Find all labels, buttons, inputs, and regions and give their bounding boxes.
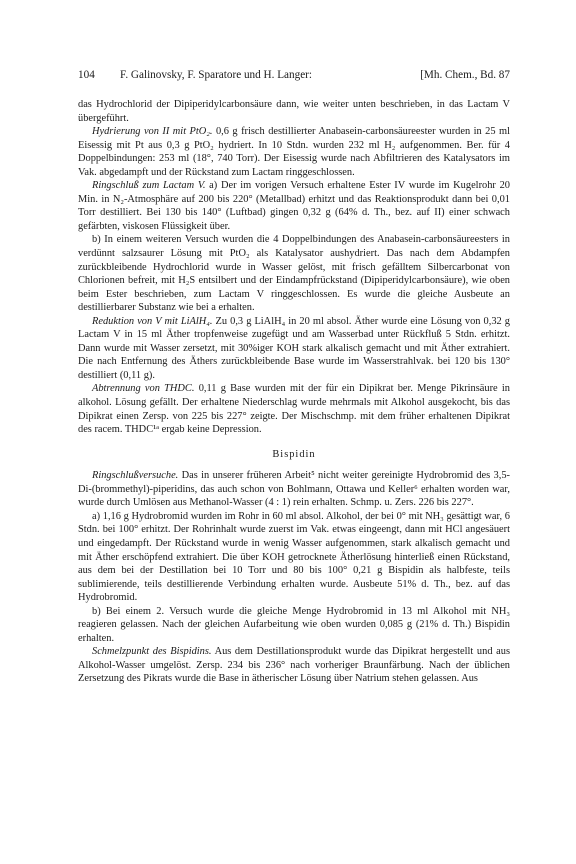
- run-in-heading: Reduktion von V mit LiAlH₄.: [92, 315, 213, 327]
- section-heading: Bispidin: [272, 448, 316, 460]
- paragraph-versuch-b: b) Bei einem 2. Versuch wurde die gleiche Menge Hydrobromid in 13 ml Alkohol mit NH₃ reagieren gelassen. Nach der gleichen Aufarbeitung wie oben wurden 0,085 g (21% d. Th.) Bispidin erhalten.: [78, 605, 510, 644]
- running-title: F. Galinovsky, F. Sparatore und H. Langer:: [120, 69, 312, 81]
- journal-reference: [Mh. Chem., Bd. 87: [420, 69, 510, 81]
- run-in-heading: Schmelzpunkt des Bispidins.: [92, 646, 212, 658]
- article-body: [78, 98, 510, 686]
- page-number: 104: [78, 69, 95, 81]
- paragraph-1: das Hydrochlorid der Dipiperidylcarbonsäure dann, wie weiter unten beschrieben, in das Lactam V übergeführt.: [78, 99, 510, 124]
- paragraph-reduktion: Reduktion von V mit LiAlH₄. Zu 0,3 g LiAlH₄ in 20 ml absol. Äther wurde eine Lösung von 0,32 g Lactam V in 15 ml Äther tropfenweise zugefügt und am Wasserbad unter Rückfluß 5 Stdn. erhitzt. Dann wurde mit Wasser zersetzt, mit 30%iger KOH stark alkalisch gemacht und mit Äther extrahiert. Die nach Entfernung des Äthers zurückbleibende Base wurde im Wasserstrahlvak. bei 120 bis 130° destilliert (0,11 g).: [78, 315, 510, 381]
- paragraph-versuch-a: a) 1,16 g Hydrobromid wurden im Rohr in 60 ml absol. Alkohol, der bei 0° mit NH₃ gesättigt war, 6 Stdn. bei 100° erhitzt. Der Rohrinhalt wurde zuerst im Vak. etwas eingeengt, dann mit HCl angesäuert und eingedampft. Der Rückstand wurde in wenig Wasser aufgenommen, stark alkalisch gemacht und mit Äther erschöpfend extrahiert. Die über KOH getrocknete Ätherlösung hinterließ einen Rückstand, aus dem bei der Destillation bei 10 Torr und 80 bis 100° 0,21 g Bispidin als halbfeste, teils sublimierende, teils destillierende Verbindung erhalten wurde. Ausbeute 51% d. Th., bez. auf das Hydrobromid.: [78, 510, 510, 604]
- paragraph-schmelzpunkt: Schmelzpunkt des Bispidins. Aus dem Destillationsprodukt wurde das Dipikrat hergestellt und aus Alkohol-Wasser umgelöst. Zersp. 234 bis 236° nach vorheriger Braunfärbung. Nach der üblichen Zersetzung des Pikrats wurde die Base in ätherischer Lösung über Natrium stehen gelassen. Aus: [78, 646, 510, 685]
- run-in-heading: Ringschlußversuche.: [92, 470, 179, 482]
- paragraph-hydrierung: Hydrierung von II mit PtO₂. 0,6 g frisch destillierter Anabasein-carbonsäureester wurden in 25 ml Eisessig mit Pt aus 0,3 g PtO₂ hydriert. In 10 Stdn. wurden 232 ml H₂ aufgenommen. Ber. für 4 Doppelbindungen: 253 ml (18°, 740 Torr). Der Eisessig wurde nach Abfiltrieren des Katalysators im Vak. abgedampft und der Rückstand zum Lactam ringgeschlossen.: [78, 126, 510, 178]
- run-in-heading: Abtrennung von THDC.: [92, 383, 195, 395]
- run-in-heading: Ringschluß zum Lactam V.: [92, 180, 206, 192]
- paragraph-ringschluss-b: b) In einem weiteren Versuch wurden die 4 Doppelbindungen des Anabasein-carbonsäureesters in verdünnt salzsaurer Lösung mit PtO₂ als Katalysator aushydriert. Das nach dem Abdampfen zurückbleibende Hydrochlorid wurde in Wasser gelöst, mit frisch gefälltem Silbercarbonat von Chlorionen befreit, mit H₂S entsilbert und der Eindampfrückstand (Dipiperidylcarbonsäure), wie oben beim Ester beschrieben, zum Lactam V ringgeschlossen. Es wurde die gleiche Ausbeute an destillierbarer Substanz wie bei a erhalten.: [78, 234, 510, 314]
- run-in-heading: Hydrierung von II mit PtO₂.: [92, 126, 213, 138]
- paragraph-ringschlussversuche: Ringschlußversuche. Das in unserer früheren Arbeit⁵ nicht weiter gereinigte Hydrobromid des 3,5-Di-(brommethyl)-piperidins, das auch schon von Bohlmann, Ottawa und Keller⁶ erhalten worden war, wurde durch Umlösen aus Methanol-Wasser (4 : 1) rein erhalten. Schmp. u. Zers. 226 bis 227°.: [78, 470, 510, 509]
- paragraph-ringschluss: Ringschluß zum Lactam V. a) Der im vorigen Versuch erhaltene Ester IV wurde im Kugelrohr 20 Min. in N₂-Atmosphäre auf 200 bis 220° (Metallbad) erhitzt und das Reaktionsprodukt dann bei 0,01 Torr destilliert. Bei 130 bis 140° (Luftbad) gingen 0,32 g (64% d. Th., bez. auf II) einer schwach gefärbten, viskosen Flüssigkeit über.: [78, 180, 510, 232]
- paragraph-abtrennung: Abtrennung von THDC. 0,11 g Base wurden mit der für ein Dipikrat ber. Menge Pikrinsäure in alkohol. Lösung gefällt. Der erhaltene Niederschlag wurde mehrmals mit Alkohol ausgekocht, bis das Dipikrat einen Zersp. von 225 bis 227° zeigte. Der Mischschmp. mit dem früher erhaltenen Dipikrat des racem. THDC¹ᵃ ergab keine Depression.: [78, 383, 510, 436]
